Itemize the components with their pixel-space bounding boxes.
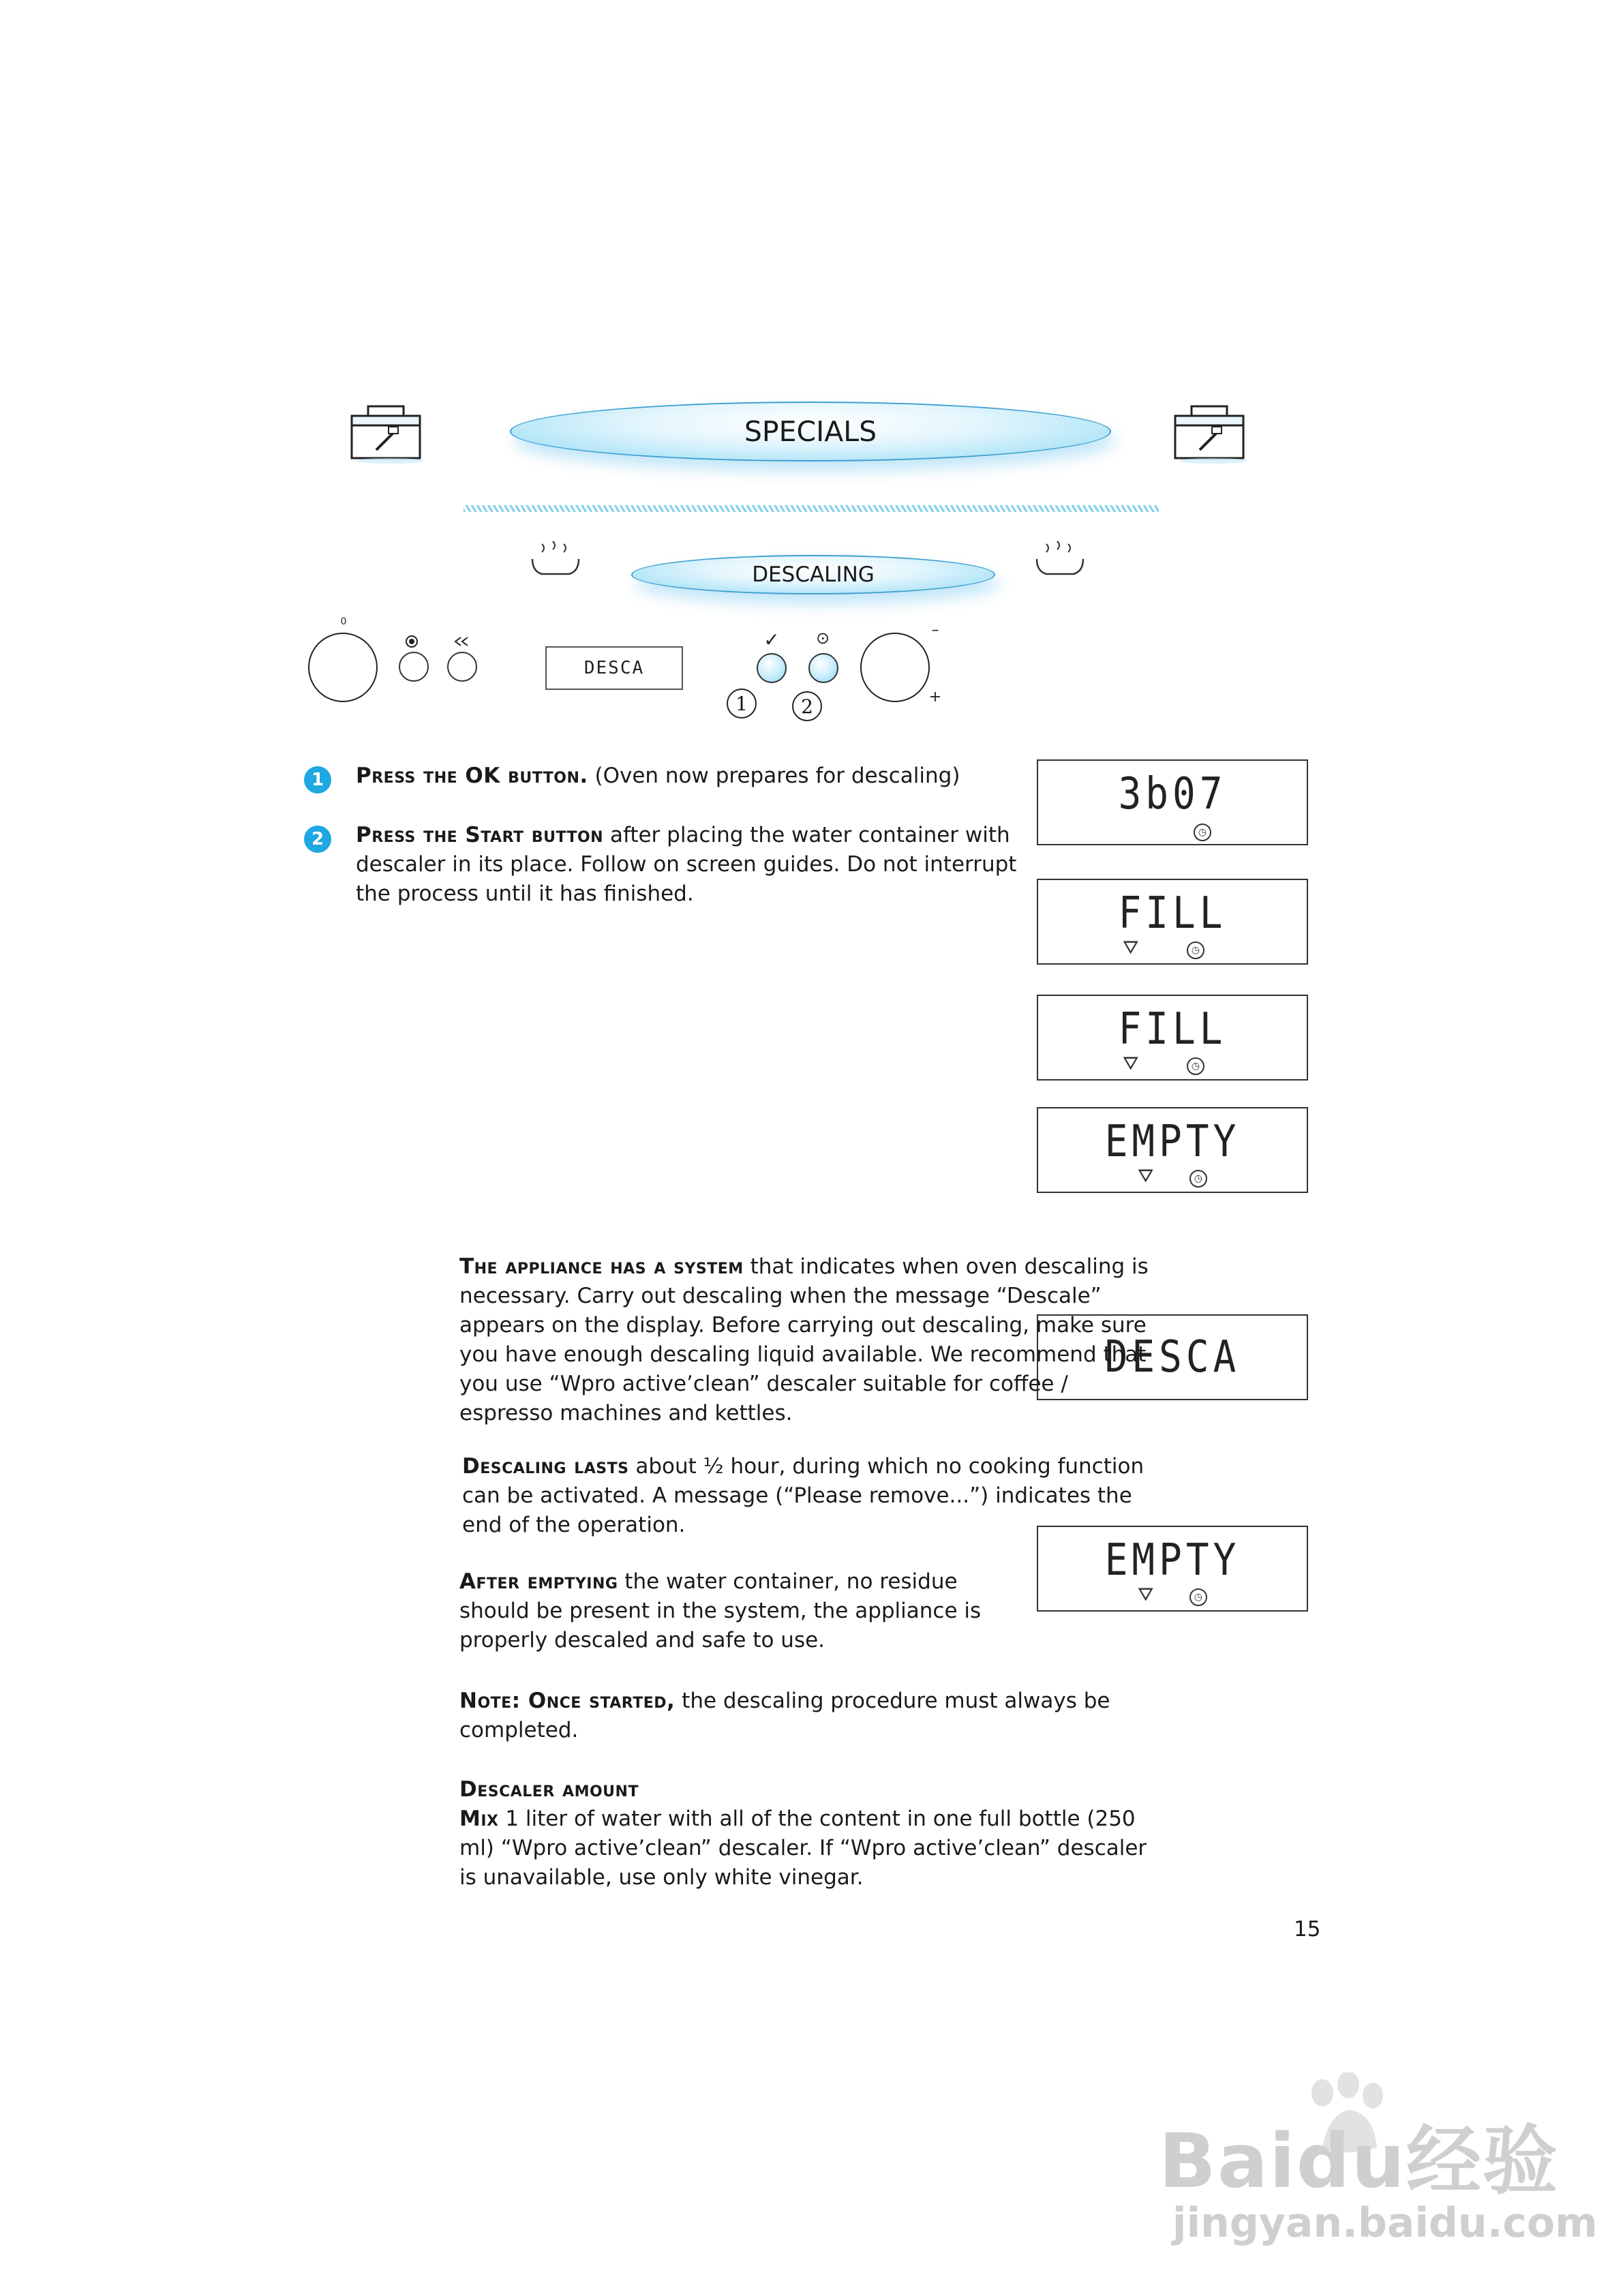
paragraph-amount — [459, 1775, 1162, 1892]
lcd-text: FILL — [1118, 1003, 1227, 1055]
paragraph-note-body: the descaling procedure must always be completed. — [459, 1689, 1110, 1742]
callout-1: 1 — [727, 689, 757, 719]
stop-button[interactable] — [399, 652, 429, 682]
cup-icon: ⛛ — [1138, 1583, 1154, 1605]
stop-icon — [404, 634, 419, 649]
descaling-banner — [631, 555, 995, 594]
oven-clean-icon-left — [349, 402, 424, 464]
paragraph-note — [459, 1687, 1162, 1745]
start-button[interactable] — [808, 653, 838, 683]
knob-zero-mark: 0 — [340, 616, 347, 627]
back-icon — [453, 635, 470, 648]
lcd-text: DESCA — [1104, 1331, 1241, 1383]
paragraph-emptying — [459, 1567, 1032, 1655]
step-1-lead: Press the OK button. — [356, 764, 588, 788]
tap-cup-icon: ⛛ — [1123, 936, 1139, 958]
cup-icon: ⛛ — [1138, 1164, 1154, 1187]
specials-banner — [510, 402, 1111, 462]
callout-2: 2 — [792, 691, 822, 721]
paragraph-system-lead: The appliance has a system — [459, 1254, 744, 1279]
paragraph-amount-lead: Mix — [459, 1807, 499, 1831]
paragraph-duration — [462, 1452, 1164, 1540]
paragraph-emptying-lead: After emptying — [459, 1569, 618, 1594]
watermark-url: jingyan.baidu.com — [1172, 2199, 1598, 2247]
page-number: 15 — [1294, 1917, 1321, 1942]
section-title: DESCALING — [752, 562, 875, 587]
clock-icon: ◷ — [1189, 1170, 1207, 1188]
ok-icon: ✓ — [763, 629, 780, 651]
lcd-text: EMPTY — [1104, 1116, 1241, 1167]
lcd-text: FILL — [1118, 888, 1227, 939]
clock-icon: ◷ — [1187, 941, 1204, 959]
steam-dish-icon-left — [528, 539, 583, 579]
lcd-display-timer — [1037, 759, 1308, 845]
tap-cup-icon: ⛛ — [1123, 1052, 1139, 1074]
plus-mark: + — [928, 689, 942, 706]
oven-clean-icon-right — [1172, 402, 1247, 464]
panel-display: DESCA — [545, 646, 683, 690]
step-1-bullet: 1 — [304, 766, 331, 794]
watermark-brand: Baidu经验 — [1159, 2117, 1559, 2205]
lcd-display-fill-2 — [1037, 995, 1308, 1081]
paragraph-system-body: that indicates when oven descaling is necessary. Carry out descaling when the message “Descale” appears on the display. Before carrying out descaling, make sure you have enough descaling liquid available. We recommend that you use “Wpro active’clean” descaler suitable for coffee / espresso machines and kettles. — [459, 1254, 1149, 1425]
function-knob[interactable] — [308, 633, 378, 702]
lcd-display-fill-1 — [1037, 879, 1308, 965]
step-1-text — [356, 761, 1037, 791]
paragraph-amount-heading: Descaler amount — [459, 1777, 639, 1802]
step-1-body: (Oven now prepares for descaling) — [588, 764, 960, 788]
start-icon: ⊙ — [815, 629, 830, 648]
page-title: SPECIALS — [744, 415, 877, 448]
ok-button[interactable] — [757, 653, 787, 683]
step-2-lead: Press the Start button — [356, 823, 604, 847]
paragraph-system — [459, 1252, 1156, 1428]
clock-icon: ◷ — [1187, 1057, 1204, 1075]
step-2-body: after placing the water container with descaler in its place. Follow on screen guides. Do not interrupt the process until it has finished. — [356, 823, 1017, 906]
clock-icon: ◷ — [1194, 824, 1211, 841]
clock-icon: ◷ — [1189, 1588, 1207, 1606]
paragraph-duration-lead: Descaling lasts — [462, 1454, 629, 1479]
lcd-text: 3b07 — [1118, 768, 1227, 819]
divider-hatch — [464, 505, 1159, 512]
minus-mark: – — [931, 622, 939, 639]
lcd-display-empty-1 — [1037, 1107, 1308, 1193]
adjust-knob[interactable] — [860, 633, 930, 702]
steam-dish-icon-right — [1033, 539, 1087, 579]
paragraph-amount-body: 1 liter of water with all of the content in one full bottle (250 ml) “Wpro active’clean” descaler. If “Wpro active’clean” descaler is unavailable, use only white vinegar. — [459, 1807, 1147, 1890]
step-2-bullet: 2 — [304, 826, 331, 853]
lcd-text: EMPTY — [1104, 1535, 1241, 1586]
paragraph-note-lead: Note: Once started, — [459, 1689, 676, 1713]
back-button[interactable] — [447, 652, 477, 682]
paragraph-emptying-body: the water container, no residue should be present in the system, the appliance is properly descaled and safe to use. — [459, 1569, 982, 1652]
paragraph-duration-body: about ½ hour, during which no cooking function can be activated. A message (“Please remove...”) indicates the end of the operation. — [462, 1454, 1144, 1537]
step-2-text — [356, 821, 1027, 909]
